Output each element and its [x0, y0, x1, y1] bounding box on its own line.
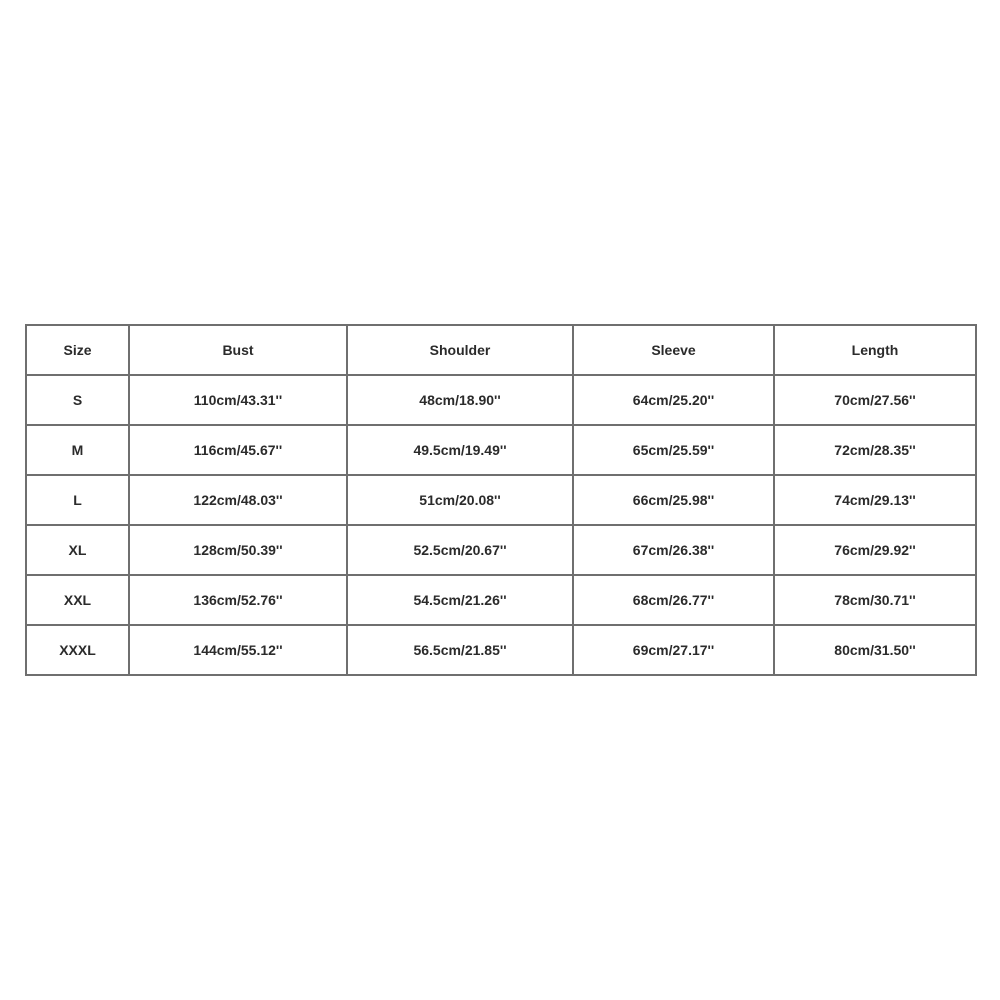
- size-cell: XXXL: [26, 625, 129, 675]
- header-bust: Bust: [129, 325, 347, 375]
- length-cell: 78cm/30.71'': [774, 575, 976, 625]
- bust-cell: 144cm/55.12'': [129, 625, 347, 675]
- table-row: [26, 375, 976, 425]
- bust-cell: 122cm/48.03'': [129, 475, 347, 525]
- bust-cell: 116cm/45.67'': [129, 425, 347, 475]
- sleeve-cell: 65cm/25.59'': [573, 425, 774, 475]
- header-size: Size: [26, 325, 129, 375]
- length-cell: 76cm/29.92'': [774, 525, 976, 575]
- shoulder-cell: 48cm/18.90'': [347, 375, 573, 425]
- bust-cell: 136cm/52.76'': [129, 575, 347, 625]
- length-cell: 74cm/29.13'': [774, 475, 976, 525]
- header-shoulder: Shoulder: [347, 325, 573, 375]
- shoulder-cell: 52.5cm/20.67'': [347, 525, 573, 575]
- sleeve-cell: 67cm/26.38'': [573, 525, 774, 575]
- table-row: [26, 625, 976, 675]
- shoulder-cell: 49.5cm/19.49'': [347, 425, 573, 475]
- header-sleeve: Sleeve: [573, 325, 774, 375]
- size-cell: XXL: [26, 575, 129, 625]
- table-row: [26, 475, 976, 525]
- size-cell: M: [26, 425, 129, 475]
- table-row: [26, 425, 976, 475]
- length-cell: 72cm/28.35'': [774, 425, 976, 475]
- length-cell: 70cm/27.56'': [774, 375, 976, 425]
- bust-cell: 128cm/50.39'': [129, 525, 347, 575]
- shoulder-cell: 54.5cm/21.26'': [347, 575, 573, 625]
- size-cell: L: [26, 475, 129, 525]
- sleeve-cell: 66cm/25.98'': [573, 475, 774, 525]
- size-cell: XL: [26, 525, 129, 575]
- sleeve-cell: 69cm/27.17'': [573, 625, 774, 675]
- bust-cell: 110cm/43.31'': [129, 375, 347, 425]
- header-length: Length: [774, 325, 976, 375]
- shoulder-cell: 51cm/20.08'': [347, 475, 573, 525]
- length-cell: 80cm/31.50'': [774, 625, 976, 675]
- size-chart-table: [25, 324, 977, 676]
- shoulder-cell: 56.5cm/21.85'': [347, 625, 573, 675]
- sleeve-cell: 68cm/26.77'': [573, 575, 774, 625]
- sleeve-cell: 64cm/25.20'': [573, 375, 774, 425]
- table-row: [26, 575, 976, 625]
- header-row: [26, 325, 976, 375]
- size-cell: S: [26, 375, 129, 425]
- table-row: [26, 525, 976, 575]
